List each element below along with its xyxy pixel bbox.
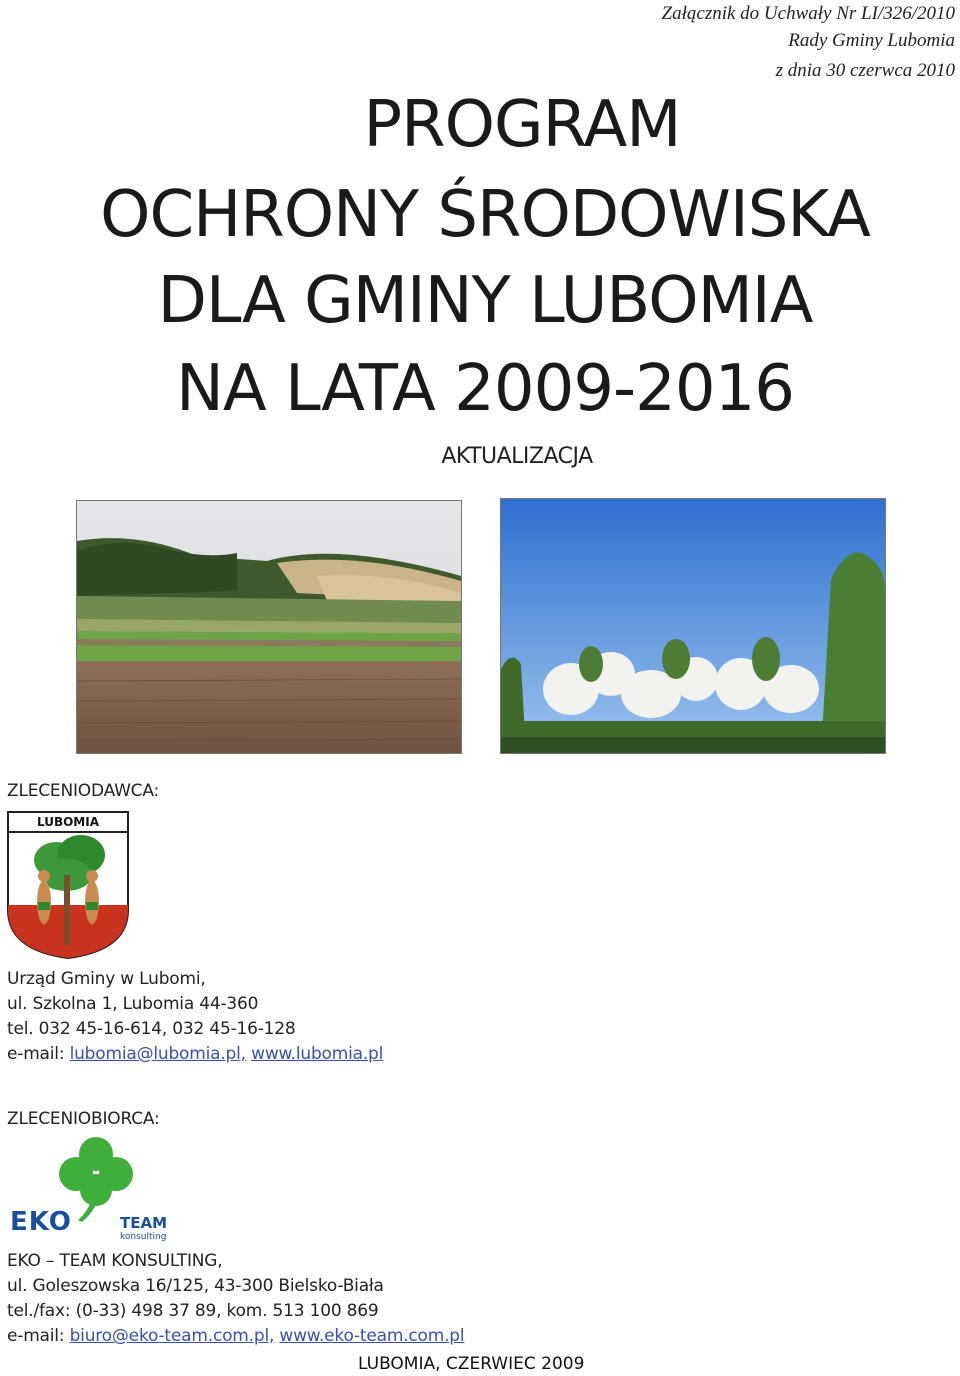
client-phone: tel. 032 45-16-614, 032 45-16-128 bbox=[7, 1019, 296, 1039]
contractor-email-link[interactable]: biuro@eko-team.com.pl, bbox=[69, 1326, 275, 1346]
title-line-1: PROGRAM bbox=[363, 88, 681, 162]
contractor-email-line bbox=[7, 1324, 464, 1349]
logo-eko-text: EKO bbox=[10, 1207, 72, 1237]
coat-of-arms-label: LUBOMIA bbox=[36, 815, 100, 829]
contractor-website-link[interactable]: www.eko-team.com.pl bbox=[279, 1326, 465, 1346]
annex-header bbox=[662, 0, 955, 84]
fields-photo-image bbox=[77, 501, 461, 753]
landscape-photo-fields bbox=[76, 500, 462, 754]
title-subtitle: AKTUALIZACJA bbox=[441, 444, 593, 469]
landscape-photo-orchard bbox=[500, 498, 886, 754]
title-line-2: OCHRONY ŚRODOWISKA bbox=[100, 178, 870, 252]
footer-place-date: LUBOMIA, CZERWIEC 2009 bbox=[358, 1354, 585, 1374]
client-website-link[interactable]: www.lubomia.pl bbox=[251, 1044, 384, 1064]
orchard-photo-image bbox=[501, 499, 885, 753]
title-line-4: NA LATA 2009-2016 bbox=[175, 352, 795, 426]
contractor-heading: ZLECENIOBIORCA: bbox=[7, 1109, 160, 1129]
logo-team-text: TEAM bbox=[120, 1214, 168, 1232]
client-email-link[interactable]: lubomia@lubomia.pl, bbox=[69, 1044, 246, 1064]
contractor-email-label: e-mail: bbox=[7, 1326, 65, 1346]
client-heading: ZLECENIODAWCA: bbox=[7, 781, 160, 801]
annex-line-2: Rady Gminy Lubomia bbox=[788, 30, 955, 51]
clover-logo-icon bbox=[8, 1134, 184, 1242]
contractor-address: ul. Goleszowska 16/125, 43-300 Bielsko-Biała bbox=[7, 1276, 384, 1296]
client-info bbox=[7, 967, 383, 1067]
client-name: Urząd Gminy w Lubomi, bbox=[7, 969, 206, 989]
annex-line-1: Załącznik do Uchwały Nr LI/326/2010 bbox=[661, 3, 955, 24]
title-line-3: DLA GMINY LUBOMIA bbox=[157, 264, 813, 338]
logo-konsulting-text: konsulting bbox=[120, 1232, 167, 1242]
coat-of-arms-icon bbox=[6, 810, 130, 960]
contractor-phone: tel./fax: (0-33) 498 37 89, kom. 513 100 869 bbox=[7, 1301, 379, 1321]
client-email-line bbox=[7, 1042, 383, 1067]
contractor-name: EKO – TEAM KONSULTING, bbox=[7, 1251, 223, 1271]
client-email-label: e-mail: bbox=[7, 1044, 65, 1064]
lubomia-coat-of-arms bbox=[6, 810, 130, 960]
annex-line-3: z dnia 30 czerwca 2010 bbox=[775, 60, 955, 81]
contractor-info bbox=[7, 1249, 464, 1349]
client-address: ul. Szkolna 1, Lubomia 44-360 bbox=[7, 994, 259, 1014]
eko-team-logo bbox=[8, 1134, 184, 1242]
